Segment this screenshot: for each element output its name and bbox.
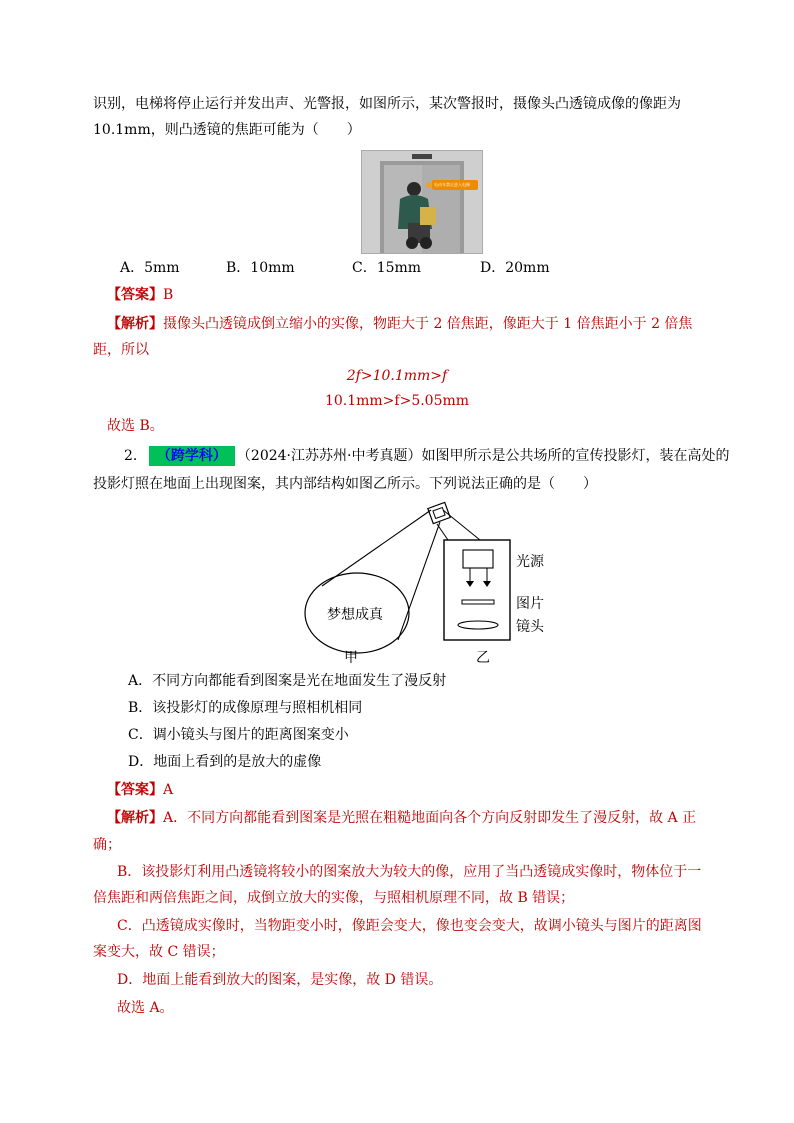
q2-option-b[interactable]: B．该投影灯的成像原理与照相机相同 xyxy=(128,700,363,716)
q1-option-c[interactable]: C．15mm xyxy=(352,260,422,276)
q1-answer xyxy=(107,285,173,305)
q1-formula2: 10.1mm>f>5.05mm xyxy=(324,393,470,409)
q1-analysis-line1 xyxy=(107,314,692,334)
q2-stem-text: （2024·江苏苏州·中考真题）如图甲所示是公共场所的宣传投影灯，装在高处的 xyxy=(236,448,730,464)
q2-analysis-a-line1 xyxy=(107,808,696,828)
photo-warning-sign: 电动车禁止进入电梯 xyxy=(434,182,470,187)
answer-value: B xyxy=(163,287,174,303)
q1-option-d[interactable]: D．20mm xyxy=(480,260,550,276)
q2-conclusion: 故选 A。 xyxy=(117,1000,174,1016)
elevator-scene-icon xyxy=(362,151,482,253)
ellipse-text: 梦想成真 xyxy=(327,607,383,623)
q1-stem-line1: 识别，电梯将停止运行并发出声、光警报，如图所示，某次警报时，摄像头凸透镜成像的像距为 xyxy=(93,96,681,112)
q1-stem-line2: 10.1mm，则凸透镜的焦距可能为（ ） xyxy=(93,122,361,138)
label-picture: 图片 xyxy=(516,596,544,612)
q2-analysis-c-line1: C．凸透镜成实像时，当物距变小时，像距会变大，像也变会变大，故调小镜头与图片的距离图 xyxy=(117,918,702,934)
q2-stem-line1 xyxy=(124,446,729,466)
q2-answer xyxy=(107,780,173,800)
projector-lamp-icon xyxy=(300,500,560,672)
q1-option-b[interactable]: B．10mm xyxy=(226,260,295,276)
analysis-tag: 【解析】 xyxy=(107,810,163,826)
caption-yi: 乙 xyxy=(476,650,490,666)
q2-analysis-b-line2: 倍焦距和两倍焦距之间，成倒立放大的实像，与照相机原理不同，故 B 错误； xyxy=(93,890,575,906)
q2-analysis-a-line2: 确； xyxy=(93,837,121,853)
label-light-source: 光源 xyxy=(516,554,544,570)
elevator-photo xyxy=(361,150,483,254)
q1-analysis-line2: 距，所以 xyxy=(93,342,149,358)
q1-conclusion: 故选 B。 xyxy=(107,418,164,434)
q2-option-a[interactable]: A．不同方向都能看到图案是光在地面发生了漫反射 xyxy=(128,673,447,689)
answer-tag: 【答案】 xyxy=(107,782,163,798)
q2-number: 2． xyxy=(124,448,147,464)
q1-formula1: 2f>10.1mm>f xyxy=(346,368,448,384)
analysis-text: 摄像头凸透镜成倒立缩小的实像，物距大于 2 倍焦距，像距大于 1 倍焦距小于 2 倍焦 xyxy=(163,316,693,332)
q2-analysis-c-line2: 案变大，故 C 错误； xyxy=(93,944,225,960)
q2-analysis-b-line1: B．该投影灯利用凸透镜将较小的图案放大为较大的像，应用了当凸透镜成实像时，物体位于一 xyxy=(117,864,702,880)
caption-jia: 甲 xyxy=(344,650,358,666)
q2-stem-line2: 投影灯照在地面上出现图案，其内部结构如图乙所示。下列说法正确的是（ ） xyxy=(93,476,597,492)
label-lens: 镜头 xyxy=(516,619,544,635)
q2-option-d[interactable]: D．地面上看到的是放大的虚像 xyxy=(128,754,322,770)
analysis-tag: 【解析】 xyxy=(107,316,163,332)
q1-option-a[interactable]: A．5mm xyxy=(120,260,180,276)
q2-analysis-d: D．地面上能看到放大的图案，是实像，故 D 错误。 xyxy=(117,972,443,988)
q2-option-c[interactable]: C．调小镜头与图片的距离图案变小 xyxy=(128,727,349,743)
cross-subject-badge: （跨学科） xyxy=(149,446,235,466)
analysis-text: A．不同方向都能看到图案是光照在粗糙地面向各个方向反射即发生了漫反射，故 A 正 xyxy=(163,810,697,826)
answer-value: A xyxy=(163,782,174,798)
projector-diagram xyxy=(300,500,560,672)
answer-tag: 【答案】 xyxy=(107,287,163,303)
